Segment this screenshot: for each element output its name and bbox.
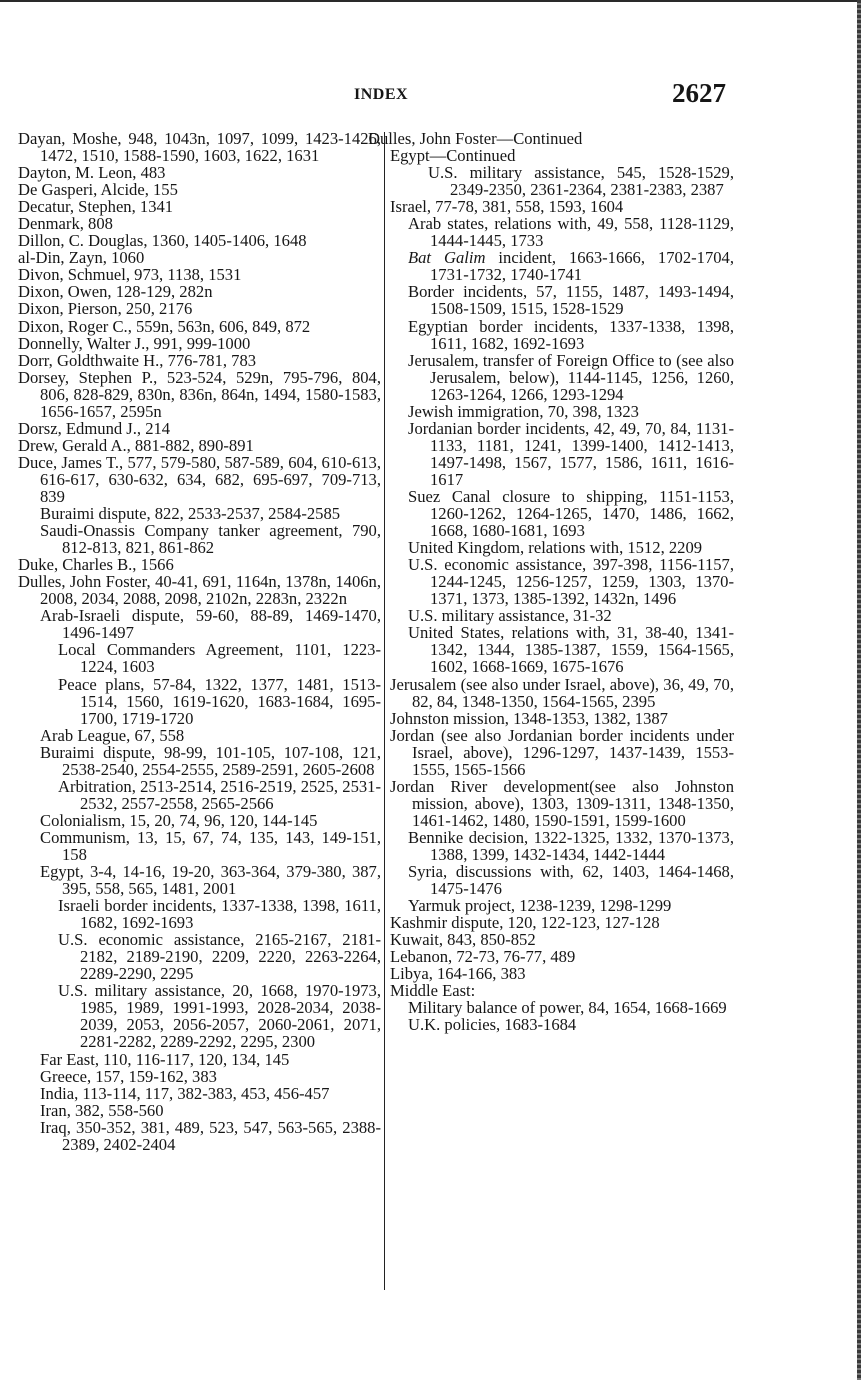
index-entry-text: Kuwait, 843, 850-852 (390, 930, 536, 950)
index-entry (18, 522, 381, 556)
index-entry (368, 1016, 734, 1033)
index-entry-text: Drew, Gerald A., 881-882, 890-891 (18, 435, 254, 455)
index-entry-italic-term: Bat Galim (408, 248, 486, 268)
index-entry (368, 318, 734, 352)
index-entry-text: Yarmuk project, 1238-1239, 1298-1299 (408, 896, 672, 916)
index-entry-text: Egyptian border incidents, 1337-1338, 1398, 1611, 1682, 1692-1693 (408, 316, 734, 353)
index-entry (18, 812, 381, 829)
index-entry (18, 829, 381, 863)
index-entry-text: Jerusalem, transfer of Foreign Office to (see also Jerusalem, below), 1144-1145, 1256, 1260, 1263-1264, 1266, 1293-1294 (408, 350, 734, 404)
index-entry-text: U.S. military assistance, 20, 1668, 1970-1973, 1985, 1989, 1991-1993, 2028-2034, 2038-2039, 2053, 2056-2057, 2060-2061, 2071, 2281-2282, 2289-2292, 2295, 2300 (58, 981, 381, 1052)
index-entry-text: Denmark, 808 (18, 214, 113, 234)
index-entry-text: U.S. military assistance, 545, 1528-1529, 2349-2350, 2361-2364, 2381-2383, 2387 (428, 163, 734, 200)
index-entry-text: Jordan River development(see also Johnston mission, above), 1303, 1309-1311, 1348-1350, 1461-1462, 1480, 1590-1591, 1599-1600 (390, 776, 734, 830)
index-entry (368, 283, 734, 317)
index-entry (368, 710, 734, 727)
index-entry (368, 965, 734, 982)
index-entry (18, 420, 381, 437)
index-entry (368, 147, 734, 164)
index-entry-text: Dayan, Moshe, 948, 1043n, 1097, 1099, 1423-1426, 1472, 1510, 1588-1590, 1603, 1622, 1631 (18, 129, 381, 166)
index-entry-text: Divon, Schmuel, 973, 1138, 1531 (18, 265, 242, 285)
index-entry-text: Arab League, 67, 558 (40, 725, 185, 745)
index-entry-text: Syria, discussions with, 62, 1403, 1464-1468, 1475-1476 (408, 862, 734, 899)
index-entry-text: Johnston mission, 1348-1353, 1382, 1387 (390, 708, 668, 728)
index-entry (18, 130, 381, 164)
index-entry (368, 676, 734, 710)
index-entry (368, 164, 734, 198)
index-entry (18, 198, 381, 215)
index-entry (368, 931, 734, 948)
index-entry (18, 283, 381, 300)
index-entry (18, 505, 381, 522)
index-entry (368, 198, 734, 215)
index-entry (368, 352, 734, 403)
index-entry (368, 897, 734, 914)
index-entry-text: Jerusalem (see also under Israel, above), 36, 49, 70, 82, 84, 1348-1350, 1564-1565, 2395 (390, 674, 734, 711)
index-entry (368, 556, 734, 607)
index-entry (368, 948, 734, 965)
index-entry-text: Lebanon, 72-73, 76-77, 489 (390, 947, 576, 967)
index-column-right (368, 129, 734, 1035)
index-entry (368, 215, 734, 249)
index-entry-text: Suez Canal closure to shipping, 1151-1153, 1260-1262, 1264-1265, 1470, 1486, 1662, 1668, 1680-1681, 1693 (408, 486, 734, 541)
index-entry (368, 488, 734, 539)
index-entry (18, 335, 381, 352)
index-entry (368, 914, 734, 931)
index-entry (18, 727, 381, 744)
index-entry-text: Decatur, Stephen, 1341 (18, 197, 174, 217)
index-entry-text: Buraimi dispute, 98-99, 101-105, 107-108, 121, 2538-2540, 2554-2555, 2589-2591, 2605-2608 (40, 742, 381, 779)
index-entry (368, 727, 734, 778)
index-entry (368, 607, 734, 624)
right-edge-rule (857, 0, 861, 1380)
index-entry-text: Israeli border incidents, 1337-1338, 1398, 1611, 1682, 1692-1693 (58, 896, 381, 933)
index-entry (18, 1085, 381, 1102)
index-entry (18, 249, 381, 266)
index-entry (368, 999, 734, 1016)
index-entry-text: Dulles, John Foster, 40-41, 691, 1164n, 1378n, 1406n, 2008, 2034, 2088, 2098, 2102n, 2283n, 2322n (18, 572, 381, 609)
index-entry-text: Far East, 110, 116-117, 120, 134, 145 (40, 1049, 290, 1069)
index-entry-text: United States, relations with, 31, 38-40, 1341-1342, 1344, 1385-1387, 1559, 1564-1565, 1602, 1668-1669, 1675-1676 (408, 623, 734, 677)
index-entry-text: Local Commanders Agreement, 1101, 1223-1224, 1603 (58, 640, 381, 677)
index-entry (18, 641, 381, 675)
index-entry-text: De Gasperi, Alcide, 155 (18, 180, 178, 200)
index-entry-text: Israel, 77-78, 381, 558, 1593, 1604 (390, 197, 624, 217)
index-entry-text: Dayton, M. Leon, 483 (18, 163, 166, 183)
index-entry (18, 352, 381, 369)
index-entry-text: Greece, 157, 159-162, 383 (40, 1066, 217, 1086)
index-entry (368, 829, 734, 863)
index-entry-text: Libya, 164-166, 383 (390, 964, 526, 984)
index-entry-text: Iran, 382, 558-560 (40, 1100, 164, 1120)
index-entry-text: Dorsz, Edmund J., 214 (18, 418, 171, 438)
index-entry (18, 266, 381, 283)
index-entry (368, 982, 734, 999)
index-entry-text: Dorsey, Stephen P., 523-524, 529n, 795-796, 804, 806, 828-829, 830n, 836n, 864n, 1494, 1580-1583, 1656-1657, 2595n (18, 367, 381, 421)
index-entry-text: Middle East: (390, 981, 476, 1001)
index-entry (18, 982, 381, 1050)
index-entry-text: United Kingdom, relations with, 1512, 2209 (408, 538, 703, 558)
running-header-title: INDEX (354, 86, 409, 103)
index-entry (18, 215, 381, 232)
index-entry (368, 539, 734, 556)
index-entry (18, 676, 381, 727)
index-entry (368, 249, 734, 283)
index-entry-text: Jordan (see also Jordanian border incidents under Israel, above), 1296-1297, 1437-1439, 1553-1555, 1565-1566 (390, 725, 734, 779)
index-entry-text: Duke, Charles B., 1566 (18, 555, 174, 575)
index-entry (18, 318, 381, 335)
index-entry (368, 624, 734, 675)
index-entry (18, 437, 381, 454)
index-entry (18, 863, 381, 897)
index-entry (18, 931, 381, 982)
index-entry (18, 744, 381, 778)
index-entry-text: Arbitration, 2513-2514, 2516-2519, 2525, 2531-2532, 2557-2558, 2565-2566 (58, 776, 381, 813)
index-entry-text: Bennike decision, 1322-1325, 1332, 1370-1373, 1388, 1399, 1432-1434, 1442-1444 (408, 827, 734, 864)
index-entry-text: Dixon, Pierson, 250, 2176 (18, 299, 193, 319)
index-entry (18, 897, 381, 931)
index-entry (18, 778, 381, 812)
index-entry-text: Military balance of power, 84, 1654, 1668-1669 (408, 998, 727, 1018)
index-entry (368, 863, 734, 897)
index-entry-text: Donnelly, Walter J., 991, 999-1000 (18, 333, 251, 353)
index-entry-text: Jewish immigration, 70, 398, 1323 (408, 401, 639, 421)
index-entry (368, 778, 734, 829)
index-entry (18, 1119, 381, 1153)
index-entry (18, 232, 381, 249)
index-entry-text: Arab-Israeli dispute, 59-60, 88-89, 1469-1470, 1496-1497 (40, 606, 381, 643)
index-entry-text: Kashmir dispute, 120, 122-123, 127-128 (390, 913, 660, 933)
index-entry (18, 181, 381, 198)
index-entry-text: Dixon, Roger C., 559n, 563n, 606, 849, 872 (18, 316, 311, 336)
index-entry-text: Duce, James T., 577, 579-580, 587-589, 604, 610-613, 616-617, 630-632, 634, 682, 695-697, 709-713, 839 (18, 452, 381, 506)
index-entry (18, 164, 381, 181)
index-entry-text: Jordanian border incidents, 42, 49, 70, 84, 1131-1133, 1181, 1241, 1399-1400, 1412-1413, 1497-1498, 1567, 1577, 1586, 1611, 1616-1617 (408, 418, 734, 489)
index-entry-text: Egypt—Continued (390, 146, 516, 166)
index-entry (18, 454, 381, 505)
index-entry (18, 573, 381, 607)
index-entry-text: Buraimi dispute, 822, 2533-2537, 2584-2585 (40, 504, 341, 524)
index-entry-text: Dixon, Owen, 128-129, 282n (18, 282, 213, 302)
index-entry-text: Arab states, relations with, 49, 558, 1128-1129, 1444-1445, 1733 (408, 214, 734, 251)
index-entry (368, 130, 734, 147)
index-entry-text: U.S. economic assistance, 2165-2167, 2181-2182, 2189-2190, 2209, 2220, 2263-2264, 2289-2290, 2295 (58, 930, 381, 984)
index-entry-text: incident, 1663-1666, 1702-1704, 1731-1732, 1740-1741 (430, 248, 734, 285)
index-entry-text: Iraq, 350-352, 381, 489, 523, 547, 563-565, 2388-2389, 2402-2404 (40, 1117, 381, 1154)
index-entry-text: Peace plans, 57-84, 1322, 1377, 1481, 1513-1514, 1560, 1619-1620, 1683-1684, 1695-1700, 1719-1720 (58, 674, 381, 728)
index-entry-text: Border incidents, 57, 1155, 1487, 1493-1494, 1508-1509, 1515, 1528-1529 (408, 282, 734, 319)
page-number: 2627 (672, 78, 726, 108)
index-entry-text: India, 113-114, 117, 382-383, 453, 456-457 (40, 1083, 330, 1103)
top-edge-rule (0, 0, 861, 2)
index-entry-text: U.K. policies, 1683-1684 (408, 1015, 577, 1035)
index-entry-text: Dulles, John Foster—Continued (368, 129, 583, 148)
index-entry (18, 369, 381, 420)
index-entry (18, 300, 381, 317)
index-entry (18, 1051, 381, 1068)
index-column-left (18, 129, 381, 1154)
index-entry-text: Dillon, C. Douglas, 1360, 1405-1406, 1648 (18, 231, 307, 251)
index-entry (368, 403, 734, 420)
index-entry-text: Dorr, Goldthwaite H., 776-781, 783 (18, 350, 257, 370)
index-entry (18, 607, 381, 641)
index-entry (18, 1068, 381, 1085)
index-entry (18, 1102, 381, 1119)
index-entry-text: Communism, 13, 15, 67, 74, 135, 143, 149-151, 158 (40, 827, 381, 864)
index-entry-text: U.S. military assistance, 31-32 (408, 606, 612, 626)
index-entry-text: al-Din, Zayn, 1060 (18, 248, 145, 268)
index-entry (18, 556, 381, 573)
index-entry-text: Colonialism, 15, 20, 74, 96, 120, 144-145 (40, 810, 318, 830)
index-entry-text: Saudi-Onassis Company tanker agreement, 790, 812-813, 821, 861-862 (40, 521, 381, 558)
index-entry (368, 420, 734, 488)
index-entry-text: Egypt, 3-4, 14-16, 19-20, 363-364, 379-380, 387, 395, 558, 565, 1481, 2001 (40, 862, 381, 899)
index-entry-text: U.S. economic assistance, 397-398, 1156-1157, 1244-1245, 1256-1257, 1259, 1303, 1370-1371, 1373, 1385-1392, 1432n, 1496 (408, 555, 734, 609)
